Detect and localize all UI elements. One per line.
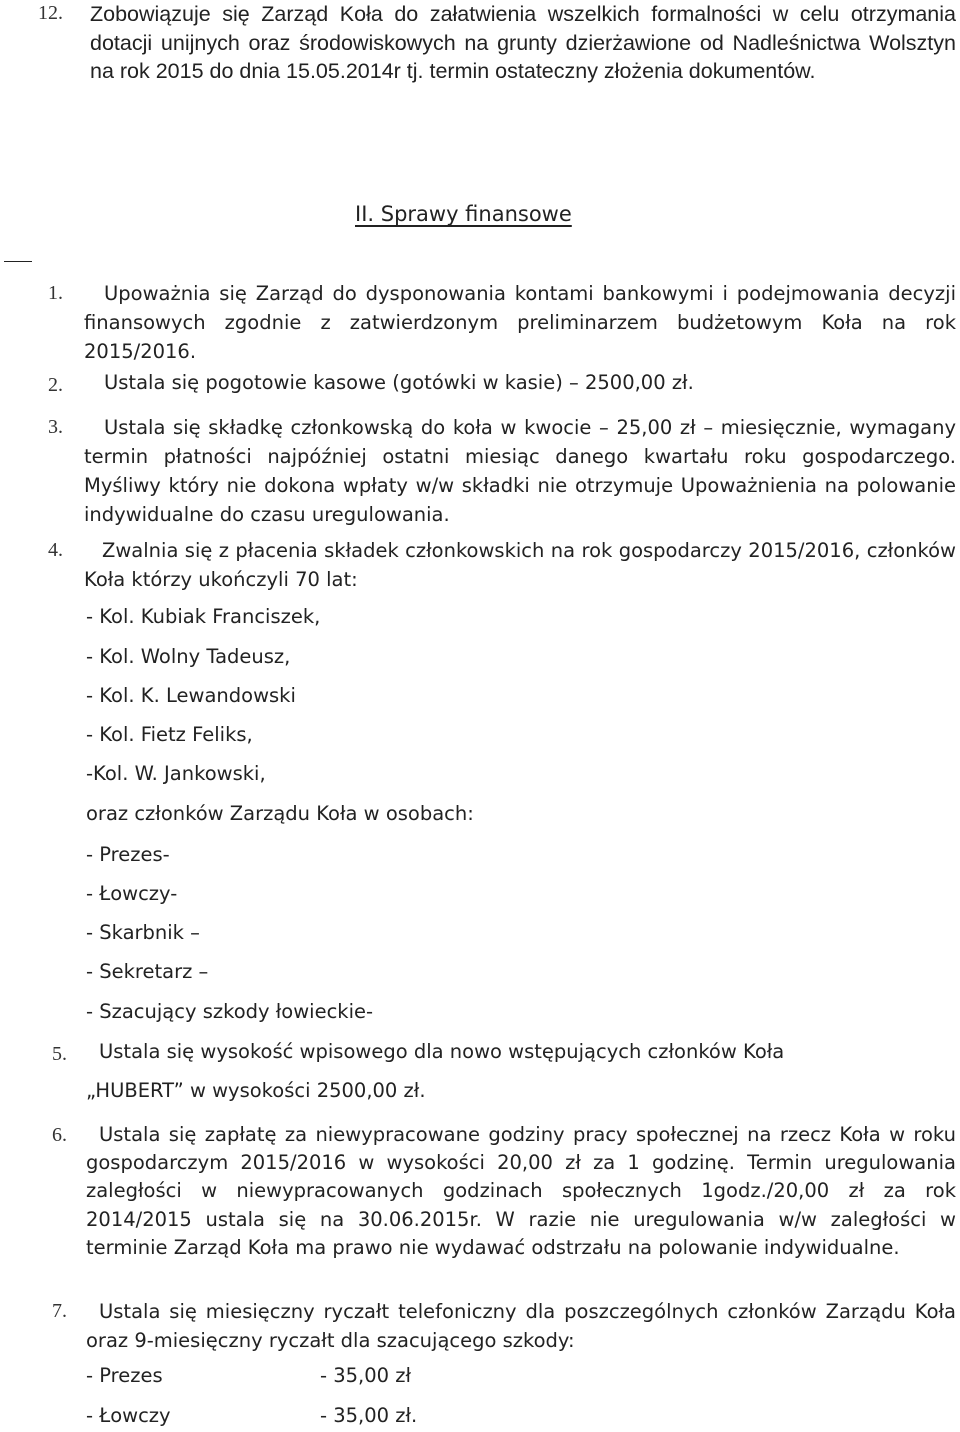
item-12-number: 12. (38, 2, 63, 24)
board-role-5: - Szacujący szkody łowieckie- (86, 1000, 374, 1023)
exempt-member-4: - Kol. Fietz Feliks, (86, 723, 253, 746)
item-4-text: Zwalnia się z płacenia składek członkowskich na rok gospodarczy 2015/2016, członków Koła którzy ukończyli 70 lat: (84, 539, 956, 591)
item-5-line-1: Ustala się wysokość wpisowego dla nowo wstępujących członków Koła (99, 1040, 785, 1063)
exempt-member-5: -Kol. W. Jankowski, (86, 762, 266, 785)
board-role-1: - Prezes- (86, 843, 170, 866)
item-5-line-2: „HUBERT” w wysokości 2500,00 zł. (86, 1079, 426, 1102)
item-2-number: 2. (48, 374, 63, 396)
item-1-number: 1. (48, 282, 63, 304)
allowance-amount-2: - 35,00 zł. (320, 1404, 418, 1427)
item-2-text: Ustala się pogotowie kasowe (gotówki w kasie) – 2500,00 zł. (104, 371, 694, 394)
allowance-role-1: - Prezes (86, 1364, 163, 1387)
item-6-text: Ustala się zapłatę za niewypracowane godziny pracy społecznej na rzecz Koła w roku gospodarczym 2015/2016 w wysokości 20,00 zł za 1 godzinę. Termin uregulowania zaległości w niewypracowanych godzinach społecznych 1godz./20,00 zł za rok 2014/2015 ustala się na 30.06.2015r. W razie nie uregulowania w/w zaległości w terminie Zarząd Koła ma prawo nie wydawać odstrzału na polowanie indywidualne. (86, 1123, 956, 1259)
allowance-amount-1: - 35,00 zł (320, 1364, 412, 1387)
board-role-3: - Skarbnik – (86, 921, 200, 944)
item-12-text: Zobowiązuje się Zarząd Koła do załatwienia wszelkich formalności w celu otrzymania dotacji unijnych oraz środowiskowych na grunty dzierżawione od Nadleśnictwa Wolsztyn na rok 2015 do dnia 15.05.2014r tj. termin ostateczny złożenia dokumentów. (90, 2, 956, 83)
exempt-member-1: - Kol. Kubiak Franciszek, (86, 605, 321, 628)
item-7-text: Ustala się miesięczny ryczałt telefoniczny dla poszczególnych członków Zarządu Koła oraz 9-miesięczny ryczałt dla szacującego szkody: (86, 1300, 956, 1352)
item-7-number: 7. (52, 1300, 67, 1322)
allowance-role-2: - Łowczy (86, 1404, 171, 1427)
item-3-text: Ustala się składkę członkowską do koła w kwocie – 25,00 zł – miesięcznie, wymagany termin płatności najpóźniej ostatni miesiąc danego kwartału roku gospodarczego. Myśliwy który nie dokona wpłaty w/w składki nie otrzymuje Upoważnienia na polowanie indywidualne do czasu uregulowania. (84, 416, 956, 526)
item-5-number: 5. (52, 1043, 67, 1065)
item-6-number: 6. (52, 1124, 67, 1146)
section-title: II. Sprawy finansowe (355, 202, 572, 226)
item-1-text: Upoważnia się Zarząd do dysponowania kontami bankowymi i podejmowania decyzji finansowych zgodnie z zatwierdzonym preliminarzem budżetowym Koła na rok 2015/2016. (84, 282, 956, 363)
board-role-4: - Sekretarz – (86, 960, 209, 983)
board-intro: oraz członków Zarządu Koła w osobach: (86, 802, 474, 825)
margin-rule (4, 261, 32, 262)
exempt-member-2: - Kol. Wolny Tadeusz, (86, 645, 291, 668)
item-3-number: 3. (48, 416, 63, 438)
board-role-2: - Łowczy- (86, 882, 178, 905)
item-4-number: 4. (48, 539, 63, 561)
exempt-member-3: - Kol. K. Lewandowski (86, 684, 296, 707)
